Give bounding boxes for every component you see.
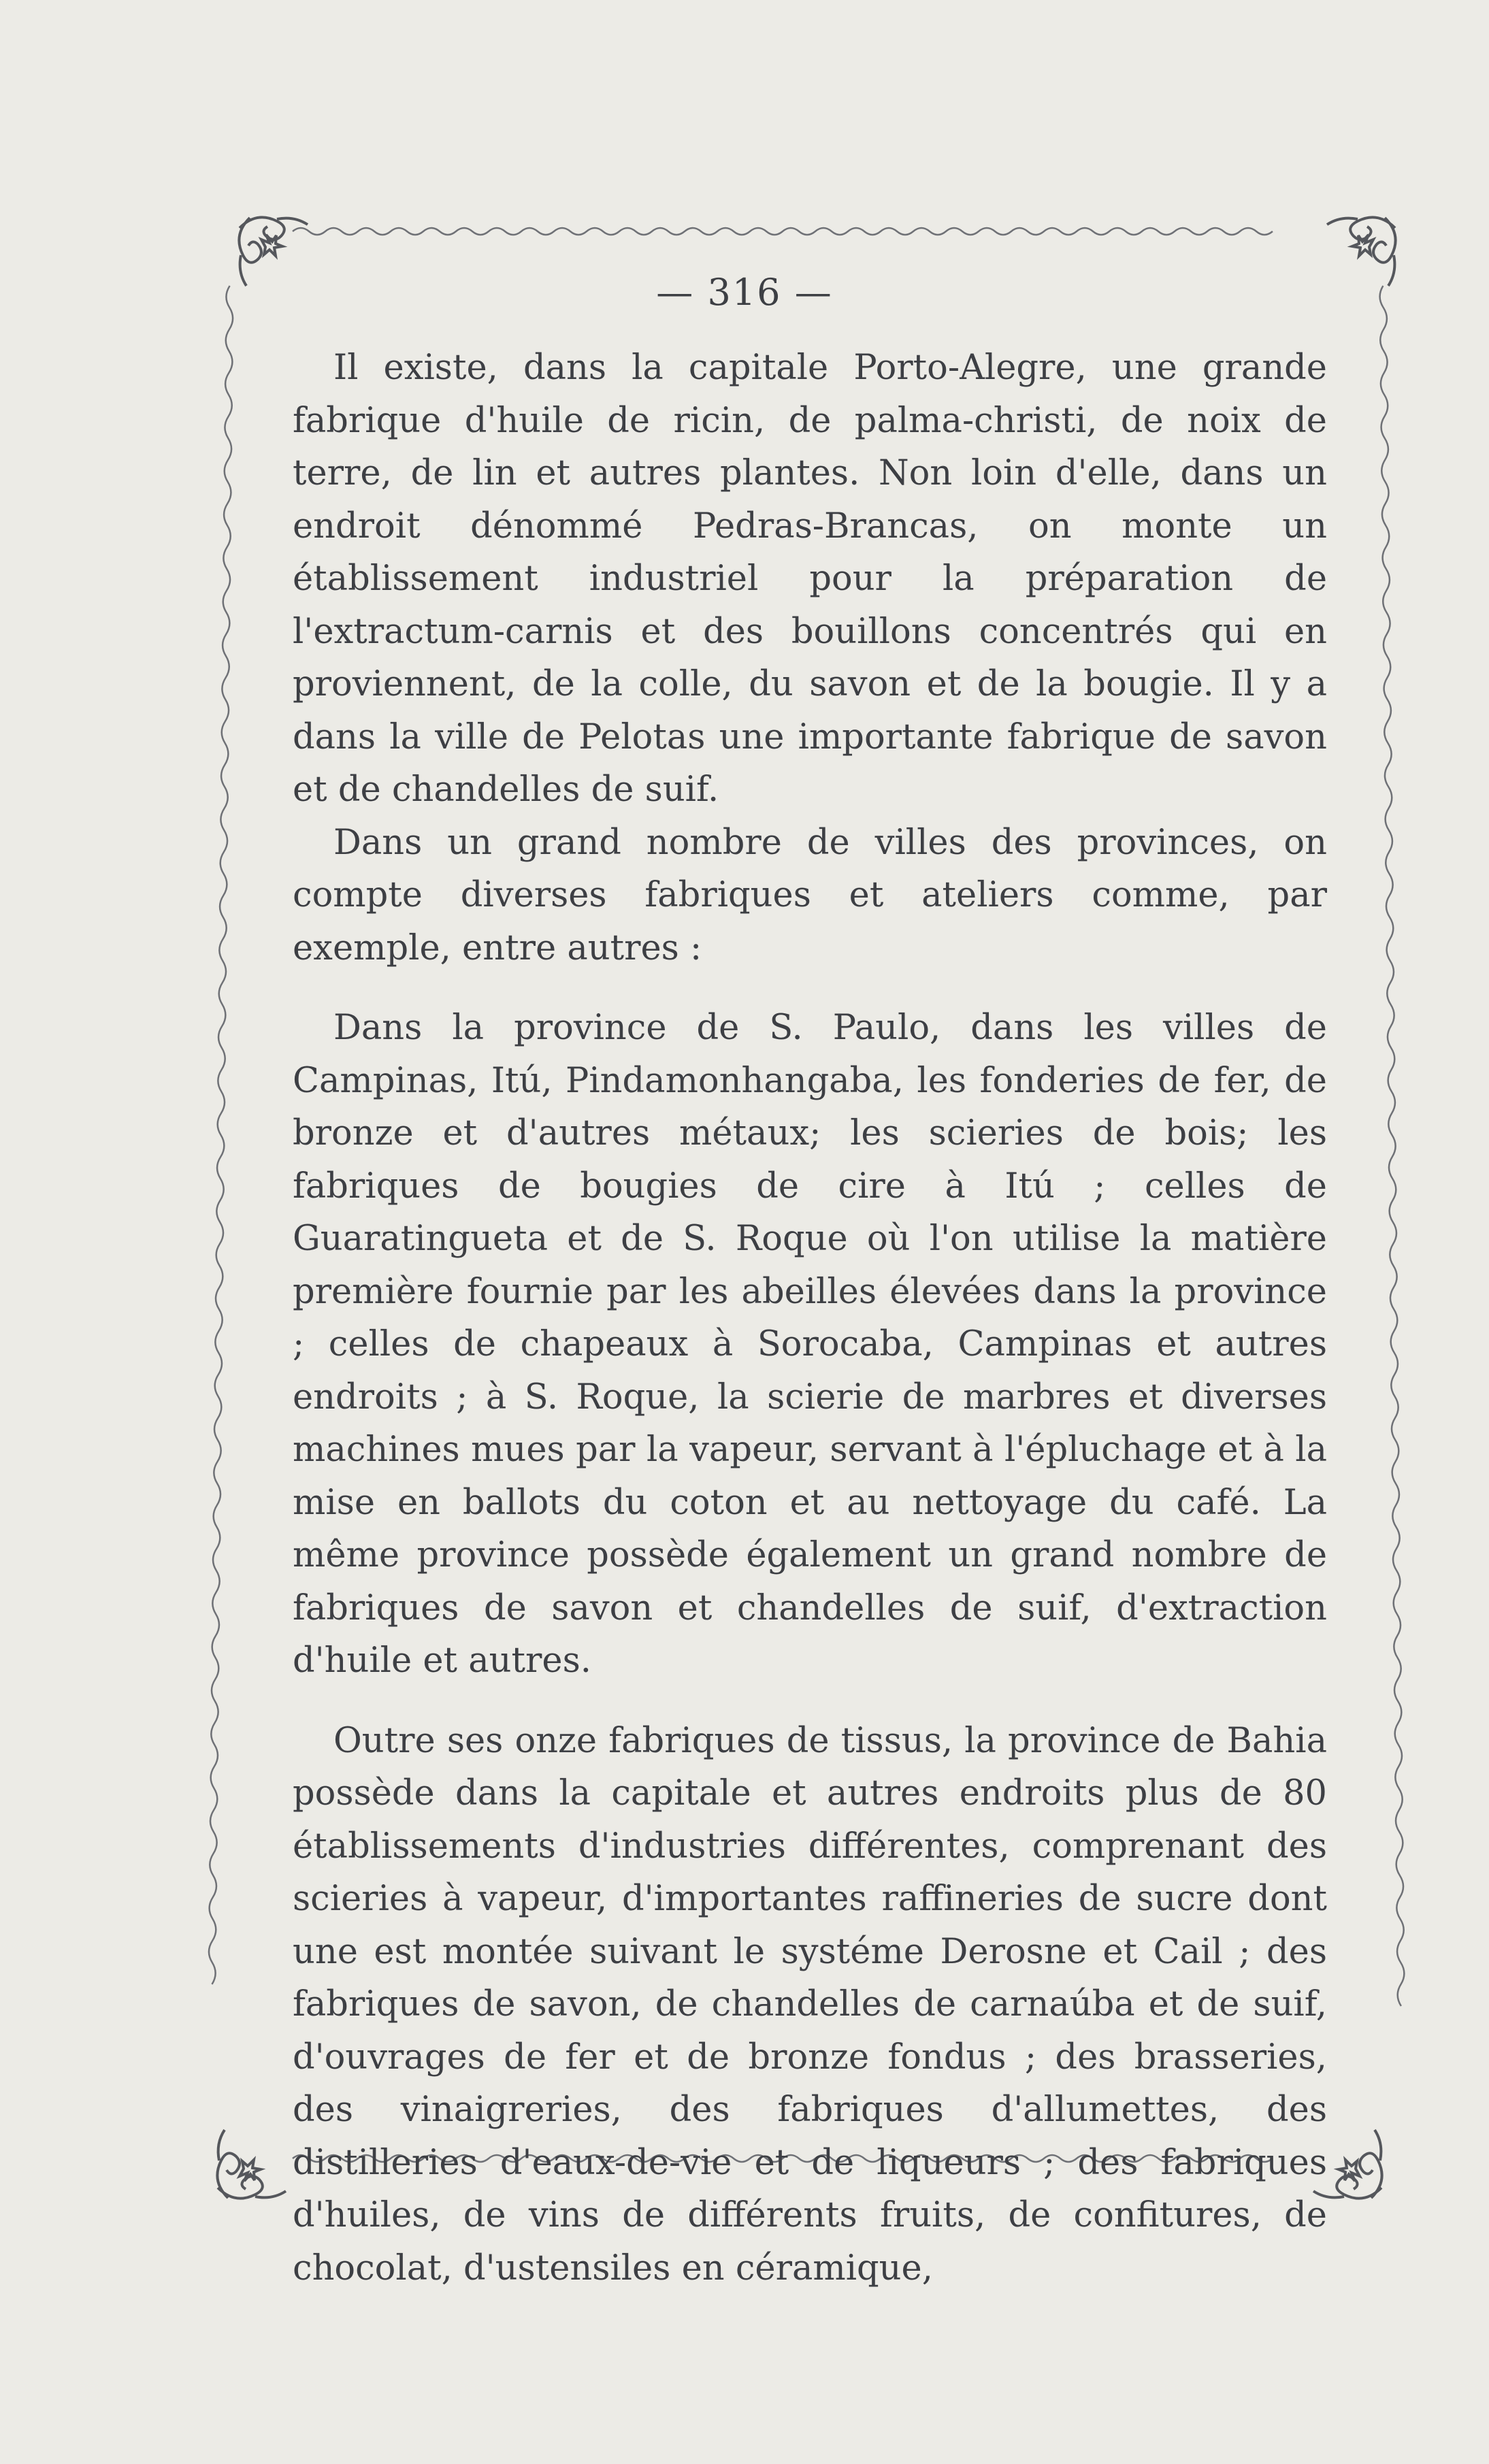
paragraph-gap <box>293 1688 1327 1715</box>
paragraph: Outre ses onze fabriques de tissus, la province de Bahia possède dans la capitale et autres endroits plus de 80 établissements d'industries différentes, comprenant des scieries à vapeur, d'importantes raffineries de sucre dont une est montée suivant le systéme Derosne et Cail ; des fabriques de savon, de chandelles de carnaúba et de suif, d'ouvrages de fer et de bronze fondus ; des brasseries, des vinaigreries, des fabriques d'allumettes, des distilleries d'eaux-de-vie et de liqueurs ; des fabriques d'huiles, de vins de différents fruits, de confitures, de chocolat, d'ustensiles en céramique, <box>293 1720 1327 2288</box>
paragraph: Il existe, dans la capitale Porto-Alegre, une grande fabrique d'huile de ricin, de palma-christi, de noix de terre, de lin et autres plantes. Non loin d'elle, dans un endroit dénommé Pedras-Brancas, on monte un établissement industriel pour la préparation de l'extractum-carnis et des bouillons concentrés qui en proviennent, de la colle, du savon et de la bougie. Il y a dans la ville de Pelotas une importante fabrique de savon et de chandelles de suif. <box>293 348 1327 810</box>
flourish-corner-icon <box>204 2109 306 2212</box>
paragraph-gap <box>293 974 1327 1002</box>
paragraph: Dans un grand nombre de villes des provinces, on compte diverses fabriques et ateliers comme, par exemple, entre autres : <box>293 822 1327 968</box>
page-number: — 316 — <box>656 271 833 314</box>
paragraph: Dans la province de S. Paulo, dans les villes de Campinas, Itú, Pindamonhangaba, les fonderies de fer, de bronze et d'autres métaux; les scieries de bois; les fabriques de bougies de cire à Itú ; celles de Guaratingueta et de S. Roque où l'on utilise la matière première fournie par les abeilles élevées dans la province ; celles de chapeaux à Sorocaba, Campinas et autres endroits ; à S. Roque, la scierie de marbres et diverses machines mues par la vapeur, servant à l'épluchage et à la mise en ballots du coton et au nettoyage du café. La même province possède également un grand nombre de fabriques de savon et chandelles de suif, d'extraction d'huile et autres. <box>293 1008 1327 1681</box>
body-text <box>293 342 1327 2295</box>
